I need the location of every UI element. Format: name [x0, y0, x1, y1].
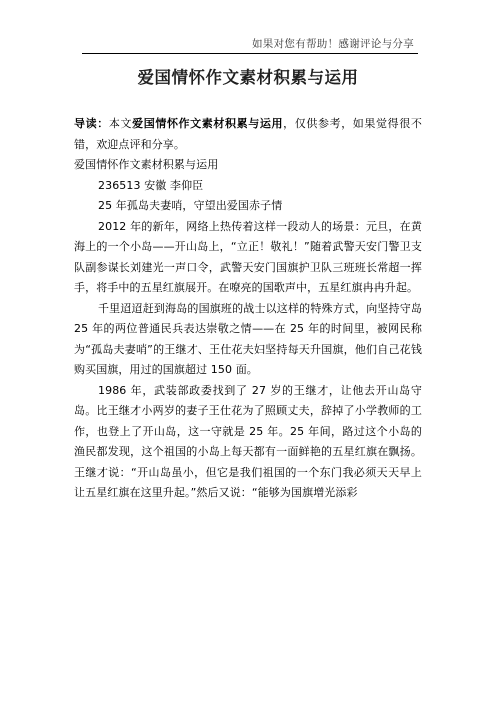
- subtitle: 爱国情怀作文素材积累与运用: [74, 158, 219, 171]
- header-note: 如果对您有帮助！感谢评论与分享: [252, 38, 414, 50]
- lead-text-after: ，仅供参考，如果觉得很不错，欢迎点评和分享。: [74, 117, 422, 151]
- header-divider: [82, 53, 418, 54]
- lead-label: 导读：: [74, 117, 109, 130]
- lead-text-before: 本文: [108, 117, 133, 130]
- document-body: [74, 114, 422, 504]
- document-title: 爱国情怀作文素材积累与运用: [137, 68, 359, 87]
- body-paragraph-3: 1986 年，武装部政委找到了 27 岁的王继才，让他去开山岛守岛。比王继才小两岁的妻子王仕花为了照顾丈夫，辞掉了小学教师的工作，也登上了开山岛，这一守就是 25 年。25 年间，路过这个小岛的渔民都发现，这个祖国的小岛上每天都有一面鲜艳的五星红旗在飘扬。王继才说：“开山岛虽小，但它是我们祖国的一个东门我必须天天早上让五星红旗在这里升起。”然后又说：“能够为国旗增光添彩: [74, 383, 422, 499]
- body-paragraph-1: 2012 年的新年，网络上热传着这样一段动人的场景：元旦，在黄海上的一个小岛——开山岛上，“立正！敬礼！”随着武警天安门警卫支队副参谋长刘建光一声口令，武警天安门国旗护卫队三班班长常超一挥手，将手中的五星红旗展开。在嘹亮的国歌声中，五星红旗冉冉升起。: [74, 219, 422, 294]
- body-paragraph-2: 千里迢迢赶到海岛的国旗班的战士以这样的特殊方式，向坚持守岛 25 年的两位普通民兵表达崇敬之情——在 25 年的时间里，被网民称为“孤岛夫妻哨”的王继才、王仕花夫妇坚持每天升国旗，他们自己花钱购买国旗，用过的国旗超过 150 面。: [74, 301, 422, 376]
- lead-paragraph: [74, 114, 422, 155]
- lead-bold-title: 爱国情怀作文素材积累与运用: [132, 117, 284, 130]
- byline: 236513 安徽 李仰臣: [98, 178, 204, 192]
- section-heading: 25 年孤岛夫妻哨，守望出爱国赤子情: [98, 199, 283, 212]
